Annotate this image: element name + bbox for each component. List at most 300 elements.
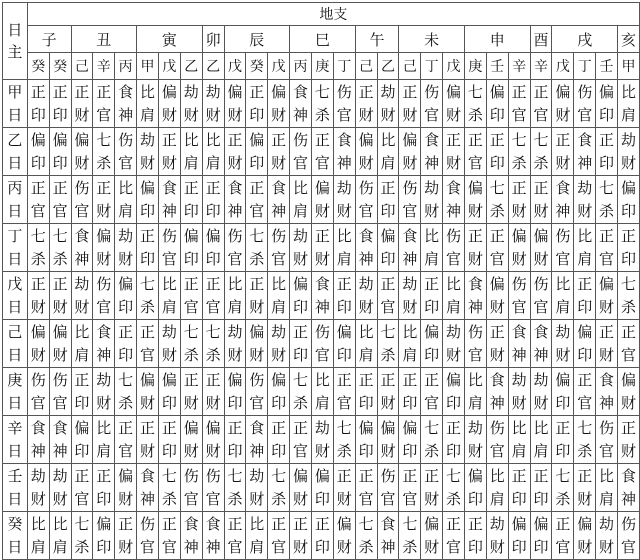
day-stem-label (3, 512, 28, 560)
char: 伤 (489, 418, 505, 437)
char: 比 (446, 274, 462, 293)
char: 偏 (599, 82, 615, 101)
char: 偏 (140, 178, 156, 197)
char: 官 (227, 537, 243, 556)
char: 肩 (118, 201, 134, 220)
ten-god-cell (268, 368, 290, 416)
char: 七 (140, 274, 156, 293)
ten-god-cell (333, 368, 355, 416)
char: 正 (446, 514, 462, 533)
ten-god-cell (486, 320, 508, 368)
ten-god-cell (530, 272, 552, 320)
char: 偏 (402, 418, 418, 437)
ten-god-cell (530, 128, 552, 176)
char: 财 (271, 345, 287, 364)
char: 肩 (402, 345, 418, 364)
ten-god-cell (443, 512, 465, 560)
char: 正 (30, 178, 46, 197)
char: 劫 (96, 370, 112, 389)
char: 肩 (293, 201, 309, 220)
char: 正 (52, 274, 68, 293)
ten-god-cell (464, 320, 486, 368)
char: 肩 (314, 393, 330, 412)
char: 财 (161, 153, 177, 172)
ten-god-cell (399, 272, 421, 320)
ten-god-cell (158, 512, 180, 560)
char: 正 (314, 226, 330, 245)
char: 劫 (293, 226, 309, 245)
char: 财 (227, 345, 243, 364)
ten-god-cell (158, 80, 180, 128)
char: 财 (249, 297, 265, 316)
ten-god-cell (399, 224, 421, 272)
ten-god-cell (399, 416, 421, 464)
ten-god-cell (93, 512, 115, 560)
char: 偏 (183, 226, 199, 245)
char: 正 (96, 82, 112, 101)
ten-god-cell (377, 416, 399, 464)
char: 印 (424, 297, 440, 316)
day-stem-label (3, 272, 28, 320)
ten-god-cell (158, 128, 180, 176)
char: 偏 (380, 418, 396, 437)
char: 印 (533, 489, 549, 508)
char: 财 (358, 153, 374, 172)
ten-god-cell (27, 176, 49, 224)
char: 官 (249, 393, 265, 412)
ten-god-cell (508, 224, 530, 272)
char: 劫 (336, 178, 352, 197)
char: 官 (336, 393, 352, 412)
ten-god-cell (224, 512, 246, 560)
char: 偏 (52, 322, 68, 341)
char: 正 (118, 418, 134, 437)
char: 正 (227, 418, 243, 437)
char: 日 (7, 489, 23, 508)
char: 神 (140, 489, 156, 508)
char: 正 (205, 178, 221, 197)
char: 官 (467, 153, 483, 172)
char: 正 (380, 178, 396, 197)
ten-god-cell (115, 128, 137, 176)
ten-god-cell (333, 128, 355, 176)
char: 伤 (118, 130, 134, 149)
ten-god-cell (180, 464, 202, 512)
char: 财 (227, 105, 243, 124)
char: 肩 (533, 441, 549, 460)
ten-god-cell (486, 416, 508, 464)
char: 伤 (74, 178, 90, 197)
char: 财 (161, 345, 177, 364)
char: 杀 (227, 489, 243, 508)
char: 日 (7, 105, 23, 124)
ten-god-cell (333, 80, 355, 128)
char: 肩 (161, 297, 177, 316)
char: 财 (467, 201, 483, 220)
char: 官 (599, 249, 615, 268)
hidden-stem-cell: 乙 (180, 53, 202, 80)
char: 偏 (358, 130, 374, 149)
char: 正 (489, 226, 505, 245)
char: 官 (205, 489, 221, 508)
ten-god-cell (224, 272, 246, 320)
char: 神 (161, 201, 177, 220)
char: 食 (314, 274, 330, 293)
char: 食 (293, 82, 309, 101)
corner-char: 主 (7, 43, 23, 61)
char: 杀 (402, 537, 418, 556)
char: 正 (183, 274, 199, 293)
char: 正 (620, 418, 636, 437)
char: 食 (205, 514, 221, 533)
char: 正 (249, 274, 265, 293)
char: 肩 (511, 441, 527, 460)
char: 伤 (205, 466, 221, 485)
char: 比 (336, 226, 352, 245)
ten-god-cell (224, 416, 246, 464)
char: 日 (7, 201, 23, 220)
char: 财 (271, 105, 287, 124)
char: 官 (555, 537, 571, 556)
char: 肩 (424, 249, 440, 268)
char: 印 (74, 393, 90, 412)
char: 财 (620, 441, 636, 460)
char: 印 (205, 249, 221, 268)
char: 偏 (271, 82, 287, 101)
char: 财 (555, 153, 571, 172)
char: 七 (511, 130, 527, 149)
char: 比 (314, 370, 330, 389)
char: 财 (30, 345, 46, 364)
char: 偏 (446, 370, 462, 389)
ten-god-cell (486, 464, 508, 512)
ten-god-cell (464, 512, 486, 560)
ten-god-cell (617, 320, 639, 368)
ten-god-cell (617, 512, 639, 560)
char: 比 (96, 418, 112, 437)
ten-god-cell (355, 80, 377, 128)
char: 印 (293, 345, 309, 364)
char: 正 (424, 274, 440, 293)
char: 官 (577, 105, 593, 124)
ten-god-cell (71, 464, 93, 512)
ten-god-cell (71, 224, 93, 272)
ten-god-cell (49, 80, 71, 128)
ten-god-cell (49, 512, 71, 560)
char: 杀 (446, 489, 462, 508)
hidden-stem-cell: 己 (71, 53, 93, 80)
char: 食 (620, 466, 636, 485)
char: 正 (402, 82, 418, 101)
char: 七 (314, 82, 330, 101)
char: 七 (161, 466, 177, 485)
hidden-stem-cell: 丁 (421, 53, 443, 80)
char: 财 (402, 153, 418, 172)
char: 食 (533, 322, 549, 341)
char: 正 (52, 178, 68, 197)
ten-god-cell (333, 176, 355, 224)
char: 财 (380, 393, 396, 412)
ten-god-cell (377, 368, 399, 416)
char: 劫 (467, 418, 483, 437)
ten-god-cell (311, 416, 333, 464)
char: 食 (161, 178, 177, 197)
char: 正 (489, 130, 505, 149)
table-row (3, 128, 640, 176)
char: 偏 (577, 514, 593, 533)
ten-god-cell (443, 464, 465, 512)
ten-god-cell (93, 176, 115, 224)
char: 伤 (140, 514, 156, 533)
ten-god-cell (93, 320, 115, 368)
ten-god-cell (268, 416, 290, 464)
ten-god-cell (71, 128, 93, 176)
char: 肩 (30, 537, 46, 556)
char: 偏 (96, 226, 112, 245)
ten-god-cell (115, 368, 137, 416)
ten-god-cell (552, 512, 574, 560)
char: 财 (402, 297, 418, 316)
ten-god-cell (508, 368, 530, 416)
ten-god-cell (158, 416, 180, 464)
char: 印 (249, 105, 265, 124)
ten-god-cell (421, 80, 443, 128)
ten-god-cell (27, 512, 49, 560)
char: 七 (402, 514, 418, 533)
char: 劫 (74, 274, 90, 293)
char: 正 (511, 82, 527, 101)
ten-god-cell (574, 512, 596, 560)
char: 伤 (555, 226, 571, 245)
char: 正 (467, 514, 483, 533)
char: 伤 (271, 226, 287, 245)
char: 偏 (336, 514, 352, 533)
char: 印 (96, 537, 112, 556)
table-row (3, 176, 640, 224)
char: 七 (249, 226, 265, 245)
char: 正 (140, 418, 156, 437)
char: 印 (314, 537, 330, 556)
char: 劫 (227, 322, 243, 341)
char: 财 (336, 489, 352, 508)
char: 正 (358, 370, 374, 389)
char: 官 (293, 441, 309, 460)
char: 日 (7, 297, 23, 316)
char: 印 (227, 393, 243, 412)
char: 官 (489, 249, 505, 268)
ten-god-cell (246, 224, 268, 272)
ten-god-cell (464, 464, 486, 512)
char: 正 (533, 466, 549, 485)
ten-god-cell (246, 368, 268, 416)
char: 伤 (424, 82, 440, 101)
ten-god-cell (486, 128, 508, 176)
char: 肩 (467, 393, 483, 412)
char: 丁 (7, 226, 23, 245)
char: 食 (446, 178, 462, 197)
ten-god-cell (268, 176, 290, 224)
char: 七 (227, 466, 243, 485)
char: 肩 (577, 249, 593, 268)
ten-god-cell (530, 320, 552, 368)
ten-god-cell (202, 176, 224, 224)
char: 正 (467, 226, 483, 245)
ten-god-cell (486, 512, 508, 560)
char: 劫 (358, 274, 374, 293)
ten-god-cell (246, 80, 268, 128)
ten-god-cell (617, 224, 639, 272)
char: 肩 (140, 105, 156, 124)
hidden-stem-cell: 辛 (93, 53, 115, 80)
char: 印 (183, 201, 199, 220)
ten-god-cell (421, 416, 443, 464)
char: 食 (489, 370, 505, 389)
day-stem-label (3, 128, 28, 176)
char: 食 (118, 82, 134, 101)
char: 劫 (489, 514, 505, 533)
ten-god-cell (180, 224, 202, 272)
table-row (3, 512, 640, 560)
day-stem-label (3, 176, 28, 224)
char: 官 (314, 153, 330, 172)
ten-god-cell (137, 512, 159, 560)
ten-god-cell (27, 224, 49, 272)
char: 杀 (314, 105, 330, 124)
char: 伤 (183, 466, 199, 485)
char: 正 (293, 514, 309, 533)
char: 财 (118, 249, 134, 268)
char: 神 (555, 201, 571, 220)
char: 正 (227, 130, 243, 149)
char: 乙 (7, 130, 23, 149)
char: 比 (555, 274, 571, 293)
branch-header: 巳 (290, 26, 356, 53)
char: 七 (446, 466, 462, 485)
char: 正 (52, 82, 68, 101)
hidden-stem-cell: 辛 (508, 53, 530, 80)
char: 肩 (555, 297, 571, 316)
char: 财 (30, 489, 46, 508)
char: 劫 (511, 370, 527, 389)
char: 官 (402, 201, 418, 220)
char: 印 (489, 105, 505, 124)
ten-god-cell (268, 272, 290, 320)
char: 官 (620, 345, 636, 364)
char: 印 (336, 345, 352, 364)
ten-god-cell (93, 464, 115, 512)
char: 官 (183, 297, 199, 316)
char: 印 (205, 201, 221, 220)
ten-god-cell (49, 464, 71, 512)
char: 食 (140, 466, 156, 485)
char: 神 (577, 153, 593, 172)
char: 财 (183, 441, 199, 460)
ten-god-cell (443, 368, 465, 416)
char: 印 (402, 393, 418, 412)
char: 财 (336, 537, 352, 556)
branch-header: 寅 (137, 26, 203, 53)
char: 食 (336, 130, 352, 149)
char: 劫 (205, 82, 221, 101)
char: 财 (205, 105, 221, 124)
ten-god-cell (574, 128, 596, 176)
hidden-stem-cell: 戊 (552, 53, 574, 80)
char: 官 (533, 297, 549, 316)
ten-god-cell (49, 272, 71, 320)
char: 偏 (511, 226, 527, 245)
char: 食 (599, 370, 615, 389)
char: 杀 (380, 345, 396, 364)
day-stem-label (3, 80, 28, 128)
char: 杀 (30, 249, 46, 268)
char: 癸 (7, 514, 23, 533)
char: 杀 (358, 537, 374, 556)
char: 财 (314, 441, 330, 460)
char: 财 (118, 537, 134, 556)
char: 财 (446, 153, 462, 172)
char: 正 (467, 130, 483, 149)
char: 偏 (249, 322, 265, 341)
char: 财 (52, 489, 68, 508)
char: 正 (620, 322, 636, 341)
day-stem-label (3, 224, 28, 272)
char: 官 (555, 249, 571, 268)
char: 财 (467, 249, 483, 268)
ten-god-cell (93, 224, 115, 272)
char: 偏 (183, 418, 199, 437)
char: 财 (140, 441, 156, 460)
ten-god-cell (246, 512, 268, 560)
ten-god-cell (508, 272, 530, 320)
char: 正 (227, 514, 243, 533)
char: 神 (52, 441, 68, 460)
char: 劫 (52, 466, 68, 485)
char: 日 (7, 153, 23, 172)
char: 偏 (293, 274, 309, 293)
char: 偏 (30, 322, 46, 341)
char: 神 (227, 201, 243, 220)
char: 正 (74, 466, 90, 485)
ten-god-cell (574, 416, 596, 464)
ten-god-cell (530, 464, 552, 512)
branch-header: 未 (399, 26, 465, 53)
ten-god-cell (180, 512, 202, 560)
ten-god-cell (399, 80, 421, 128)
ten-god-cell (137, 224, 159, 272)
ten-god-cell (596, 128, 618, 176)
ten-god-cell (421, 128, 443, 176)
char: 印 (380, 249, 396, 268)
char: 七 (205, 322, 221, 341)
char: 食 (511, 322, 527, 341)
char: 财 (293, 489, 309, 508)
char: 官 (52, 393, 68, 412)
ten-god-cell (486, 368, 508, 416)
char: 官 (446, 537, 462, 556)
ten-god-cell (180, 272, 202, 320)
hidden-stem-cell: 丙 (115, 53, 137, 80)
ten-god-cell (115, 176, 137, 224)
ten-god-cell (311, 272, 333, 320)
char: 庚 (7, 370, 23, 389)
char: 官 (183, 489, 199, 508)
ten-god-cell (443, 176, 465, 224)
ten-god-cell (355, 512, 377, 560)
char: 正 (314, 130, 330, 149)
ten-god-cell (158, 368, 180, 416)
ten-god-cell (486, 272, 508, 320)
char: 印 (446, 393, 462, 412)
